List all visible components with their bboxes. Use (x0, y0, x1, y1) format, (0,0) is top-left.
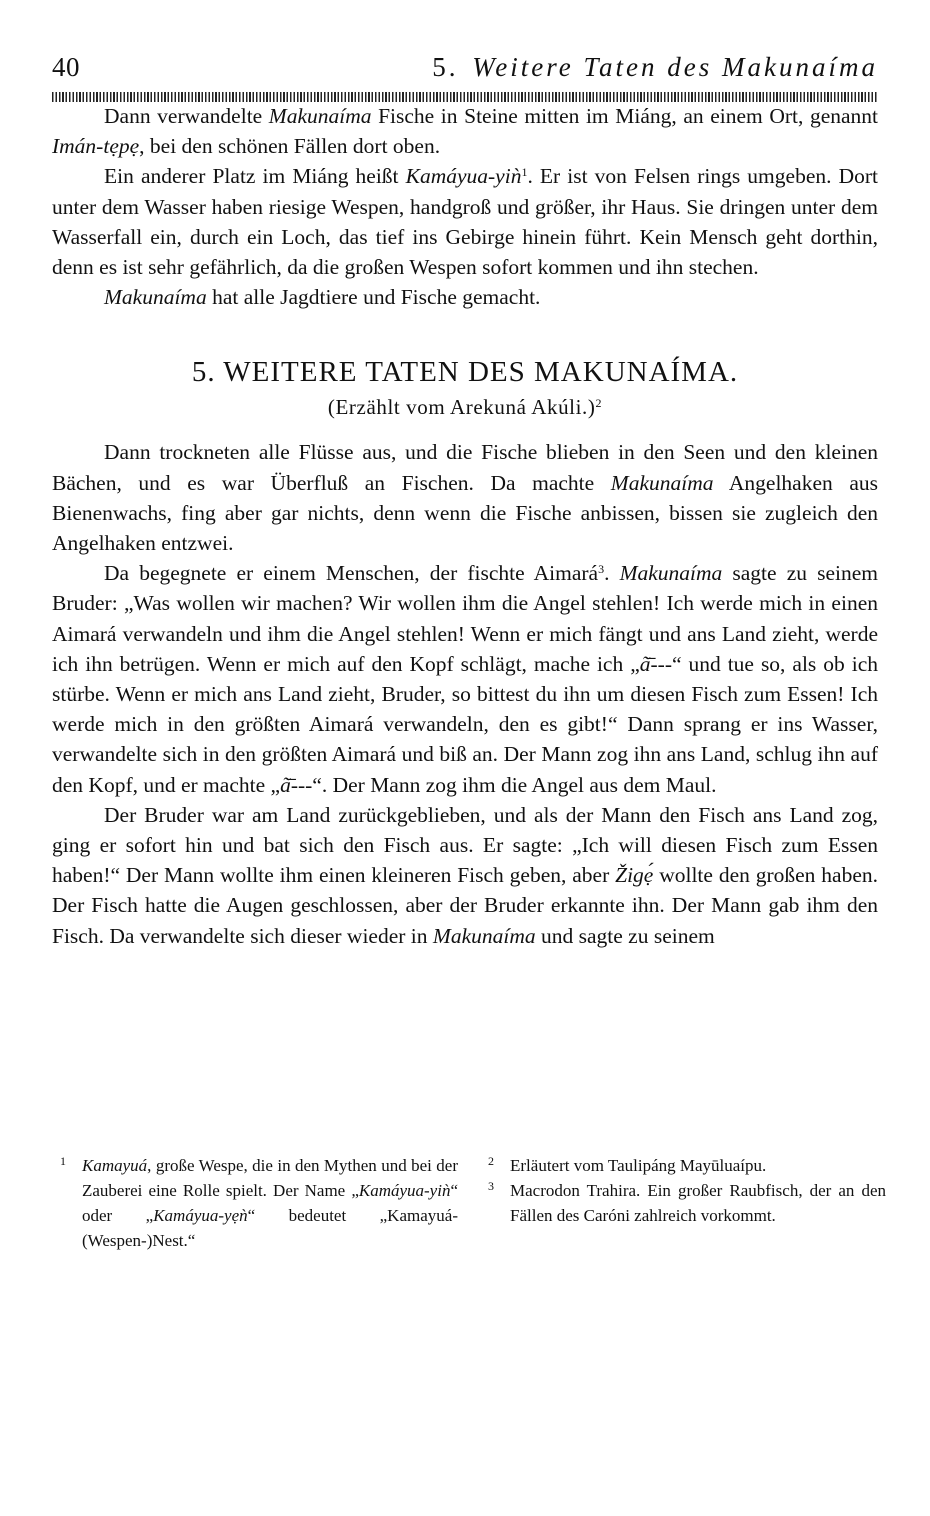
story-paragraph (52, 558, 878, 800)
footnote-mark: 1 (60, 1154, 66, 1168)
text-run: , bei den schönen Fällen dort oben. (139, 134, 441, 159)
italic-text: Makunaíma (619, 561, 723, 586)
intro-text (52, 101, 878, 312)
italic-text: Makunaíma (432, 923, 536, 948)
footnote-ref[interactable]: 2 (595, 396, 603, 411)
footnotes-right-column (488, 1153, 886, 1228)
text-run: Der Bruder war am Land zurückgeblieben, und als der Mann den Fisch ans Land zog, ging er sofort hin und bat sich den Fisch aus. Er sagte: „Ich will diesen Fisch zum Essen haben!“ Der Mann wollte ihm einen kleineren Fisch geben, aber (52, 802, 878, 888)
story-paragraph (52, 800, 878, 951)
footnotes-left-column (60, 1153, 458, 1253)
text-run: , große Wespe, die in den Mythen und bei der Zauberei eine Rolle spielt. Der Name „ (82, 1156, 458, 1200)
intro-paragraph (52, 282, 878, 312)
story-text (52, 437, 878, 950)
footnote-3 (488, 1178, 886, 1228)
text-run: wollte den großen haben. Der Fisch hatte die Augen geschlossen, aber der Bruder erkannte ihn. Der Mann gab ihm den Fisch. Da verwandelte sich dieser wieder in (52, 863, 878, 948)
italic-text: Kamáyua-yiǹ (358, 1181, 451, 1200)
italic-text: Makunaíma (268, 104, 372, 128)
body-text (52, 101, 878, 951)
text-run: Angelhaken aus Bienenwachs, fing aber gar nichts, denn wenn die Fische anbissen, bissen sie zugleich den Angelhaken entzwei. (52, 470, 878, 556)
italic-text: Kamayuá (82, 1156, 148, 1175)
text-run: ---“. Der Mann zog ihm die Angel aus dem Maul. (290, 772, 717, 797)
footnote-text (510, 1156, 766, 1175)
intro-paragraph (52, 101, 878, 161)
text-run: “ oder „ (82, 1181, 458, 1225)
footnote-mark: 2 (488, 1154, 494, 1168)
footnote-1 (60, 1153, 458, 1253)
text-run: Macrodon Trahira. Ein großer Raubfisch, der an den Fällen des Caróni zahlreich vorkommt. (510, 1181, 886, 1225)
running-head-number: 5. (432, 52, 459, 82)
footnote-2 (488, 1153, 886, 1178)
text-run: und sagte zu seinem (535, 923, 715, 948)
text-run: (Erzählt vom Arekuná Akúli.) (327, 395, 596, 420)
page-number: 40 (52, 52, 80, 82)
section-heading: 5. WEITERE TATEN DES MAKUNAÍMA. (191, 356, 739, 389)
story-paragraph (52, 437, 878, 558)
text-run: Erläutert vom Taulipáng Mayūluaípu. (510, 1156, 767, 1175)
footnote-text (510, 1181, 886, 1225)
italic-text: Makunaíma (104, 285, 207, 310)
italic-text: Kamáyua-yiǹ (405, 164, 522, 189)
italic-text: Kamáyua-yẹǹ (153, 1206, 248, 1225)
text-run: “ bedeutet „Kamayuá-(Wespen-)Nest.“ (82, 1206, 458, 1250)
italic-text: Žigẹ́ (615, 863, 654, 888)
italic-text: Imán-tẹpẹ (52, 134, 140, 159)
intro-paragraph (52, 161, 878, 282)
footnote-ref[interactable]: 3 (598, 562, 605, 577)
text-run: ---“ und tue so, als ob ich stürbe. Wenn er mich ans Land zieht, Bruder, so bittest du ihn um diesen Fisch zum Essen! Ich werde mich in den größten Aimará verwandeln, den es gibt!“ Dann sprang er ins Wasser, verwandelte sich in den größten Aimará und biß an. Der Mann zog ihn ans Land, schlug ihn auf den Kopf, und er machte „ (52, 651, 878, 797)
footnote-text (82, 1156, 458, 1250)
text-run: Dann trockneten alle Flüsse aus, und die Fische blieben in den Seen und den kleinen Bächen, und es war Überfluß an Fischen. Da machte (52, 440, 878, 495)
text-run: . Er ist von Felsen rings umgeben. Dort unter dem Wasser haben riesige Wespen, handgroß und größer, ihr Haus. Sie dringen unter dem Wasserfall ein, durch ein Loch, das tief ins Gebirge hinein führt. Kein Mensch geht dorthin, denn es ist sehr gefährlich, da die großen Wespen sofort kommen und ihn stechen. (52, 164, 878, 280)
text-run: sagte zu seinem Bruder: „Was wollen wir machen? Wir wollen ihm die Angel stehlen! Ich werde mich in einen Aimará verwandeln und ihm die Angel stehlen! Wenn er mich fängt und ans Land zieht, werde ich ihn betrügen. Wenn er mich auf den Kopf schlägt, mache ich „ (52, 561, 879, 676)
text-run: hat alle Jagdtiere und Fische gemacht. (206, 285, 541, 310)
text-run: Dann verwandelte (104, 104, 269, 128)
text-run: Fische in Steine mitten im Miáng, an einem Ort, genannt (371, 104, 879, 128)
section-subheading (52, 390, 878, 424)
text-run: Ein anderer Platz im Miáng heißt (104, 164, 406, 189)
running-head (432, 52, 878, 83)
footnote-ref[interactable]: 1 (521, 165, 528, 180)
page-header (52, 52, 878, 88)
italic-text: Makunaíma (610, 470, 714, 495)
italic-text: ã̄ (280, 772, 291, 797)
running-head-title: Weitere Taten des Makunaíma (472, 52, 878, 82)
footnote-mark: 3 (488, 1179, 494, 1193)
text-run: . (604, 561, 620, 586)
italic-text: ã̄ (639, 651, 651, 676)
text-run: Da begegnete er einem Menschen, der fischte Aimará (104, 561, 599, 586)
